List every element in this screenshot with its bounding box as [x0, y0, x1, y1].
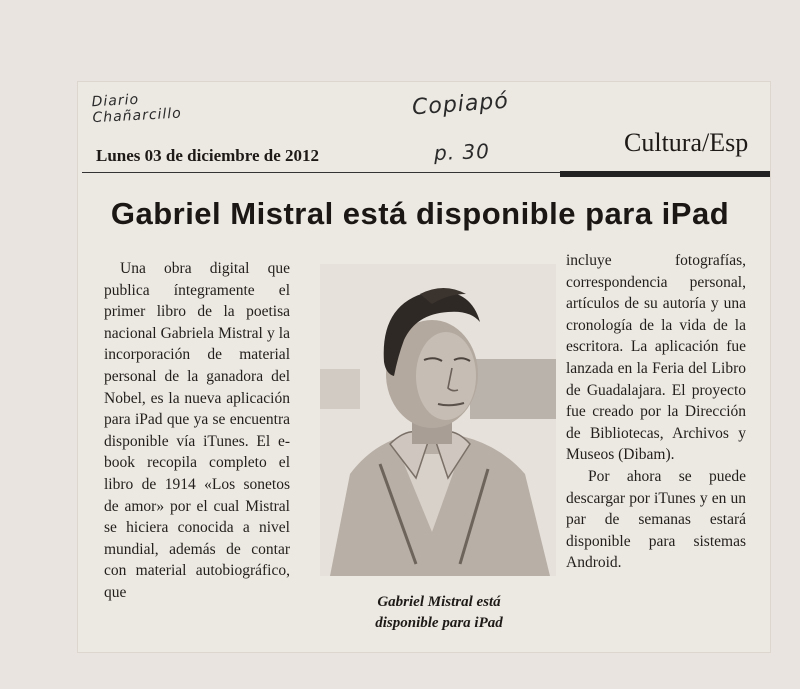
caption-line-2: disponible para iPad [375, 615, 503, 631]
handwritten-line-2: Chañarcillo [92, 105, 183, 127]
portrait-photo [320, 264, 556, 576]
publication-date: Lunes 03 de diciembre de 2012 [96, 146, 320, 165]
article-headline: Gabriel Mistral está disponible para iPad [110, 196, 730, 231]
section-rule [560, 171, 770, 177]
portrait-illustration [320, 264, 556, 576]
handwritten-line-1: Diario [91, 91, 140, 111]
article-column-right [566, 250, 746, 574]
photo-caption [326, 592, 552, 634]
handwritten-page-number: p. 30 [433, 139, 491, 165]
section-label: Cultura/Esp [624, 128, 749, 157]
handwritten-city: Copiapó [411, 88, 510, 121]
article-column-left: Una obra digital que publica íntegramente el primer libro de la poetisa nacional Gabriela Mistral y la incorporación de material personal de la ganadora del Nobel, es la nueva aplicación para iPad que ya se encuentra disponible vía iTunes. El e-book recopila completo el libro de 1914 «Los sonetos de amor» por el cual Mistral se hiciera conocida a nivel mundial, además de contar con material autobiográfico, que [104, 260, 290, 601]
caption-line-1: Gabriel Mistral está [377, 594, 501, 610]
right-paragraph-1: incluye fotografías, correspondencia personal, artículos de su autoría y una cronología de la vida de la escritora. La aplicación fue lanzada en la Feria del Libro de Guadalajara. El proyecto fue creado por la Dirección de Bibliotecas, Archivos y Museos (Dibam). [566, 252, 746, 464]
right-paragraph-2: Por ahora se puede descargar por iTunes y en un par de semanas estará disponible para sistemas Android. [566, 467, 746, 572]
